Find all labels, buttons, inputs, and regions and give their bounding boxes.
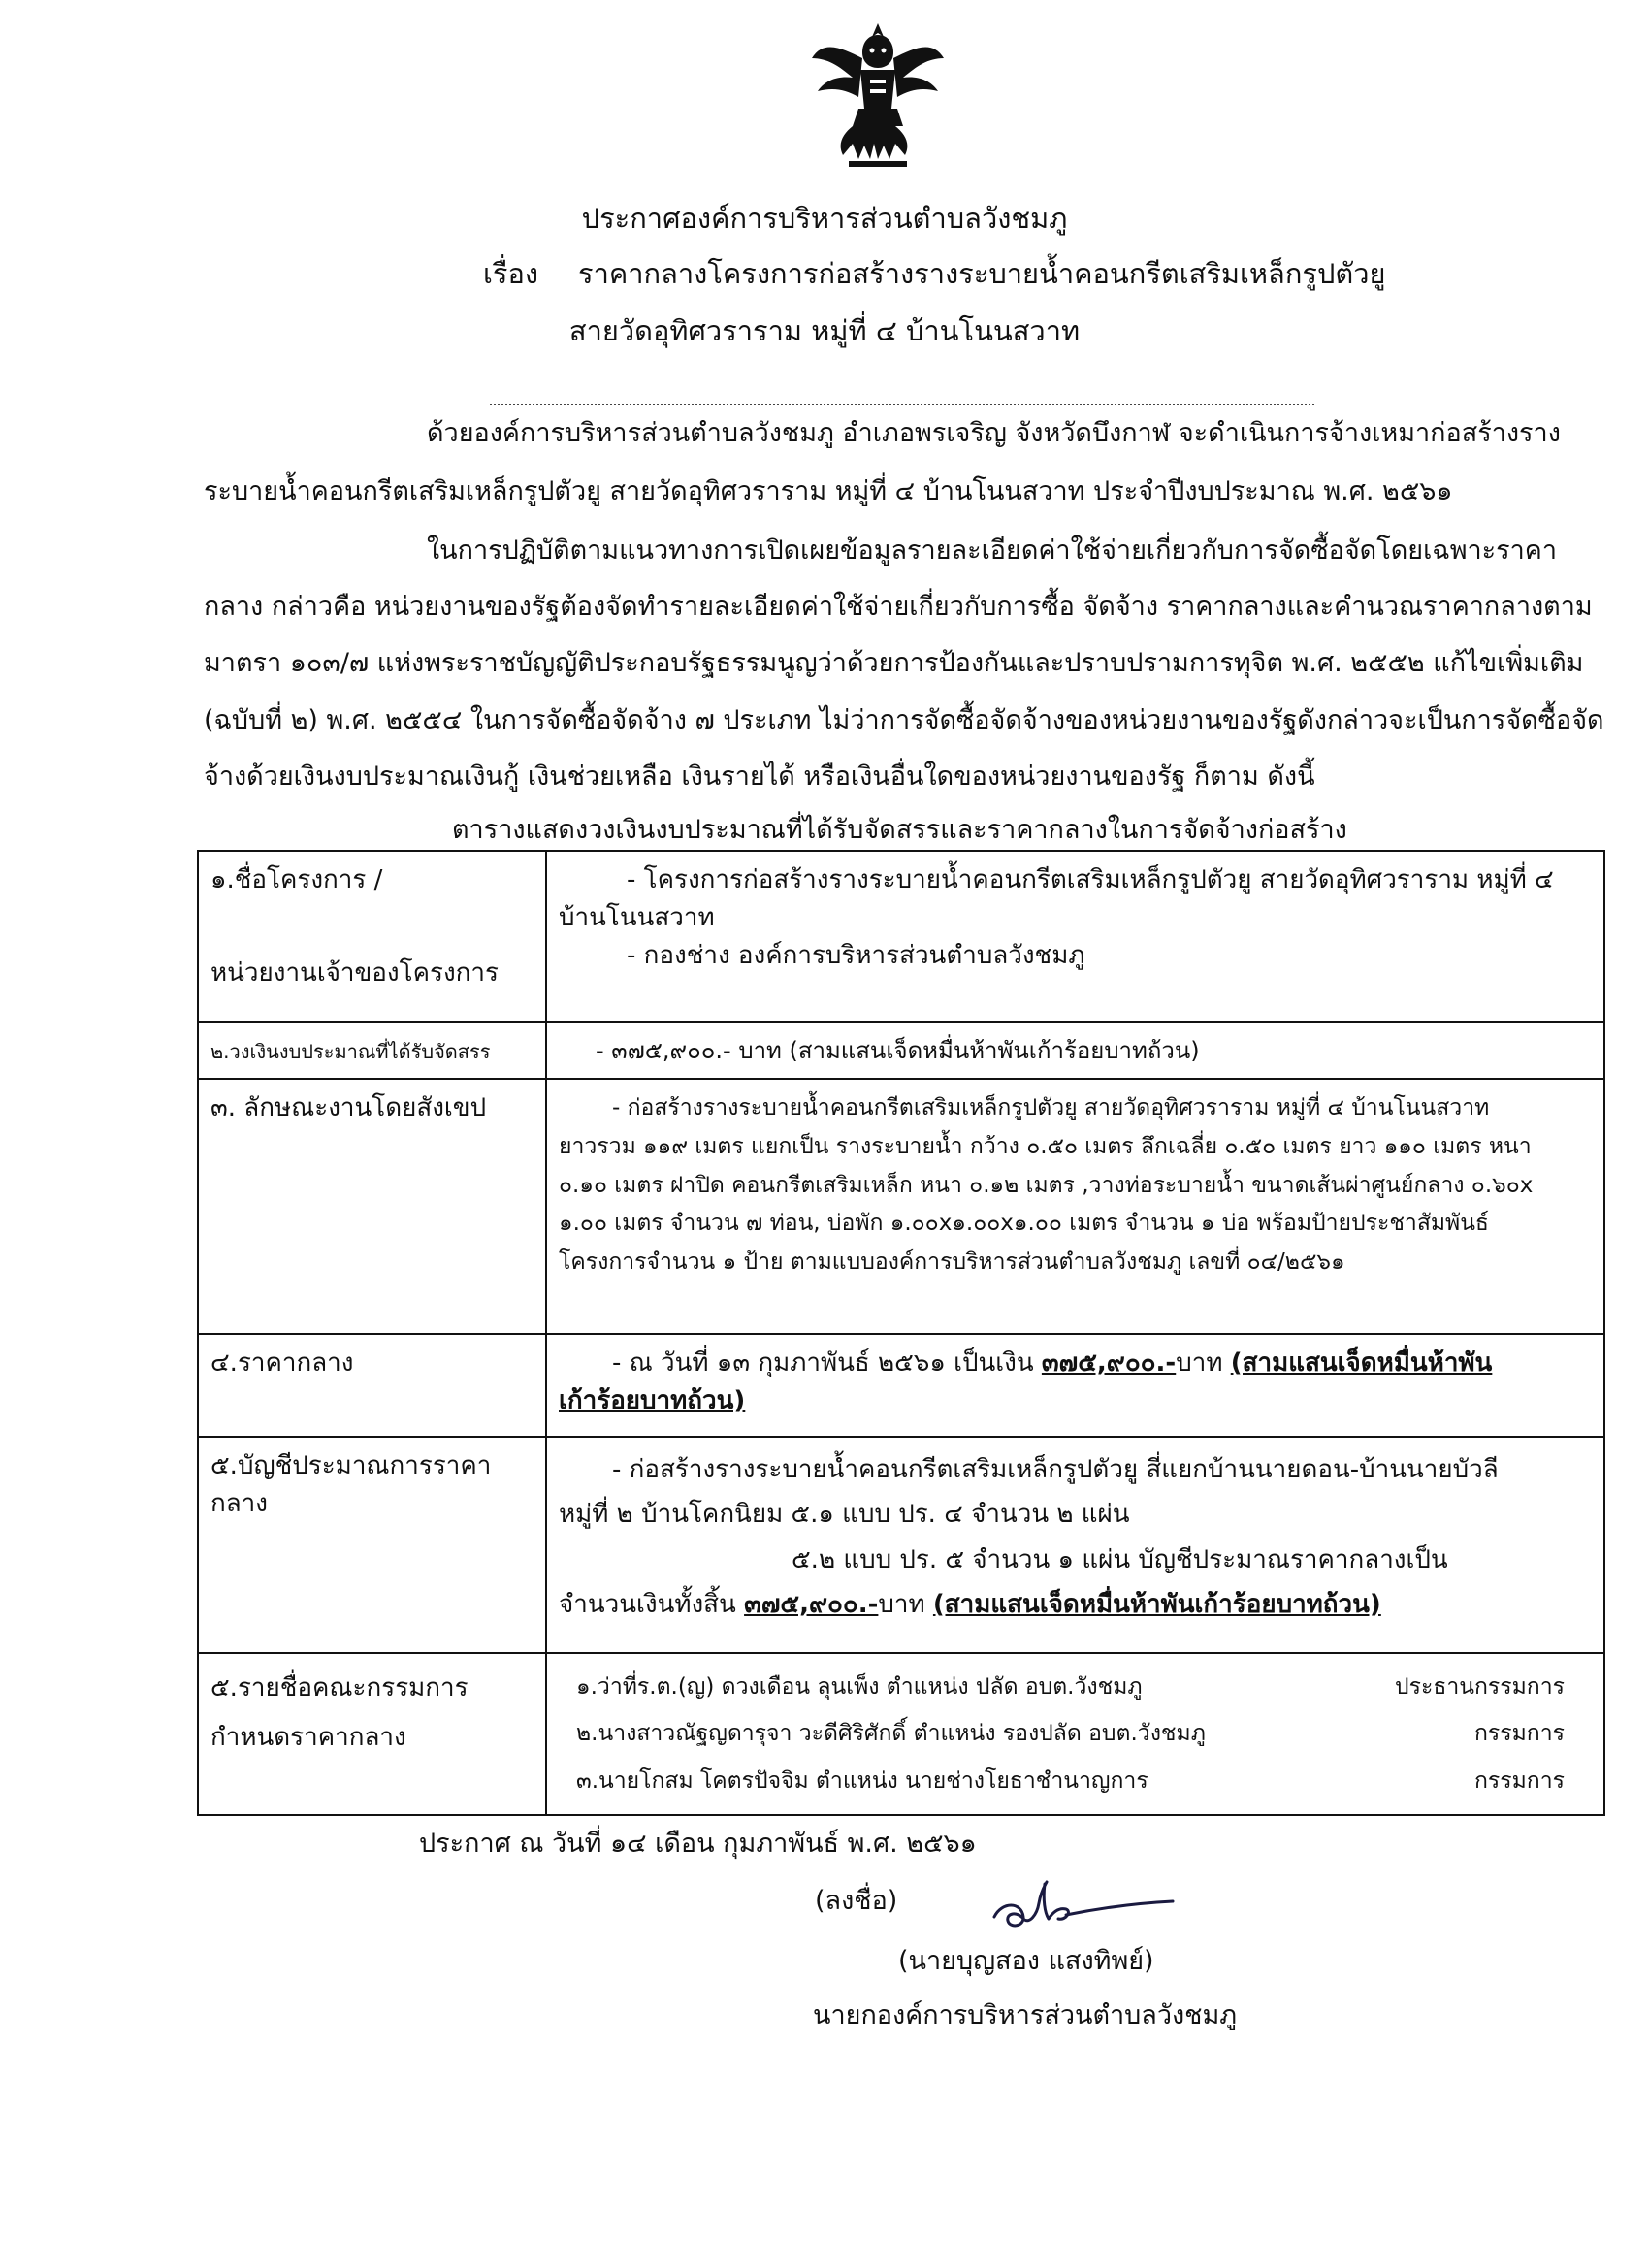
committee-member-role: กรรมการ xyxy=(1474,1767,1565,1794)
row-5-value-line-3: ๕.๒ แบบ ปร. ๕ จำนวน ๑ แผ่น บัญชีประมาณราคากลางเป็น xyxy=(792,1544,1448,1574)
row-5-value-line-1: - ก่อสร้างรางระบายน้ำคอนกรีตเสริมเหล็กรูปตัวยู สี่แยกบ้านนายดอน-บ้านนายบัวลี xyxy=(612,1455,1499,1484)
paragraph-1-line-1: ด้วยองค์การบริหารส่วนตำบลวังชมภู อำเภอพรเจริญ จังหวัดบึงกาฬ จะดำเนินการจ้างเหมาก่อสร้างราง xyxy=(427,418,1561,448)
row-2-value: - ๓๗๕,๙๐๐.- บาท (สามแสนเจ็ดหมื่นห้าพันเก้าร้อยบาทถ้วน) xyxy=(546,1022,1604,1079)
estimate-amount: ๓๗๕,๙๐๐.- xyxy=(744,1589,879,1619)
row-5-value-line-4-unit: บาท xyxy=(878,1589,933,1619)
row-3-value-line-4: ๑.๐๐ เมตร จำนวน ๗ ท่อน, บ่อพัก ๑.๐๐x๑.๐๐x๑.๐๐ เมตร จำนวน ๑ บ่อ พร้อมป้ายประชาสัมพันธ์ xyxy=(559,1211,1489,1237)
row-1-value-line-3: - กองช่าง องค์การบริหารส่วนตำบลวังชมภู xyxy=(627,941,1085,970)
row-6-label-a: ๕.รายชื่อคณะกรรมการ xyxy=(210,1673,469,1702)
row-3-value-line-5: โครงการจำนวน ๑ ป้าย ตามแบบองค์การบริหารส่วนตำบลวังชมภู เลขที่ ๐๔/๒๕๖๑ xyxy=(559,1249,1345,1276)
committee-member xyxy=(576,1758,1565,1804)
row-5-value-cell xyxy=(546,1437,1604,1653)
subject-line-1: ราคากลางโครงการก่อสร้างรางระบายน้ำคอนกรีตเสริมเหล็กรูปตัวยู xyxy=(578,257,1386,290)
row-6-label-b: กำหนดราคากลาง xyxy=(210,1722,406,1752)
median-price-words-a: (สามแสนเจ็ดหมื่นห้าพัน xyxy=(1230,1348,1493,1377)
budget-table xyxy=(197,850,1605,1816)
paragraph-2-line-3: มาตรา ๑๐๓/๗ แห่งพระราชบัญญัติประกอบรัฐธรรมนูญว่าด้วยการป้องกันและปราบปรามการทุจิต พ.ศ. ๒๕๕๒ แก้ไขเพิ่มเติม xyxy=(204,648,1584,678)
paragraph-2-line-4: (ฉบับที่ ๒) พ.ศ. ๒๕๕๔ ในการจัดซื้อจัดจ้าง ๗ ประเภท ไม่ว่าการจัดซื้อจัดจ้างของหน่วยงานของรัฐดังกล่าวจะเป็นการจัดซื้อจัด xyxy=(204,705,1604,735)
row-5-label-cell xyxy=(198,1437,546,1653)
estimate-words: (สามแสนเจ็ดหมื่นห้าพันเก้าร้อยบาทถ้วน) xyxy=(932,1589,1381,1619)
table-row xyxy=(198,851,1604,1022)
committee-member xyxy=(576,1710,1565,1757)
median-price-words-b: เก้าร้อยบาทถ้วน) xyxy=(559,1386,746,1415)
paragraph-2-line-5: จ้างด้วยเงินงบประมาณเงินกู้ เงินช่วยเหลือ เงินรายได้ หรือเงินอื่นใดของหน่วยงานของรัฐ ก็ตาม ดังนี้ xyxy=(204,761,1315,792)
row-5-value-line-4-pre: จำนวนเงินทั้งสิ้น xyxy=(559,1589,745,1619)
median-price-amount: ๓๗๕,๙๐๐.- xyxy=(1041,1348,1177,1377)
row-5-label-a: ๕.บัญชีประมาณการราคา xyxy=(210,1451,492,1480)
table-row xyxy=(198,1653,1604,1815)
row-5-label-b: กลาง xyxy=(210,1489,268,1518)
row-3-value-line-1: - ก่อสร้างรางระบายน้ำคอนกรีตเสริมเหล็กรูปตัวยู สายวัดอุทิศวราราม หมู่ที่ ๔ บ้านโนนสวาท xyxy=(612,1095,1490,1120)
signer-title: นายกองค์การบริหารส่วนตำบลวังชมภู xyxy=(813,2000,1238,2030)
row-4-value-pre: - ณ วันที่ ๑๓ กุมภาพันธ์ ๒๕๖๑ เป็นเงิน xyxy=(612,1348,1042,1377)
row-3-label: ๓. ลักษณะงานโดยสังเขป xyxy=(198,1079,546,1334)
row-4-value-unit: บาท xyxy=(1176,1348,1231,1377)
signer-name: (นายบุญสอง แสงทิพย์) xyxy=(898,1946,1154,1976)
row-4-value-cell xyxy=(546,1334,1604,1437)
row-2-label: ๒.วงเงินงบประมาณที่ได้รับจัดสรร xyxy=(198,1022,546,1079)
table-row xyxy=(198,1437,1604,1653)
committee-member xyxy=(576,1664,1565,1710)
table-row xyxy=(198,1079,1604,1334)
paragraph-1-line-2: ระบายน้ำคอนกรีตเสริมเหล็กรูปตัวยู สายวัดอุทิศวราราม หมู่ที่ ๔ บ้านโนนสวาท ประจำปีงบประมาณ พ.ศ. ๒๕๖๑ xyxy=(204,476,1453,506)
row-3-value-line-2: ยาวรวม ๑๑๙ เมตร แยกเป็น รางระบายน้ำ กว้าง ๐.๕๐ เมตร ลึกเฉลี่ย ๐.๕๐ เมตร ยาว ๑๑๐ เมตร หนา xyxy=(559,1133,1532,1159)
committee-member-role: ประธานกรรมการ xyxy=(1395,1674,1565,1700)
announcement-date: ประกาศ ณ วันที่ ๑๔ เดือน กุมภาพันธ์ พ.ศ. ๒๕๖๑ xyxy=(419,1829,977,1859)
committee-member-name: ๑.ว่าที่ร.ต.(ญ) ดวงเดือน ลุนเพ็ง ตำแหน่ง ปลัด อบต.วังชมภู xyxy=(576,1674,1143,1700)
table-row xyxy=(198,1334,1604,1437)
row-1-label-a: ๑.ชื่อโครงการ / xyxy=(210,865,383,894)
header-divider xyxy=(490,404,1314,405)
signature xyxy=(985,1870,1179,1943)
paragraph-2-line-1: ในการปฏิบัติตามแนวทางการเปิดเผยข้อมูลรายละเอียดค่าใช้จ่ายเกี่ยวกับการจัดซื้อจัดโดยเฉพาะราคา xyxy=(427,535,1558,566)
row-1-label-b: หน่วยงานเจ้าของโครงการ xyxy=(210,958,499,988)
row-3-value-cell xyxy=(546,1079,1604,1334)
row-3-value-line-3: ๐.๑๐ เมตร ฝาปิด คอนกรีตเสริมเหล็ก หนา ๐.๑๒ เมตร ,วางท่อระบายน้ำ ขนาดเส้นผ่าศูนย์กลาง ๐.๖๐x xyxy=(559,1172,1534,1198)
garuda-emblem xyxy=(810,19,946,175)
committee-list xyxy=(546,1653,1604,1815)
row-4-label: ๔.ราคากลาง xyxy=(198,1334,546,1437)
row-1-value-cell xyxy=(546,851,1604,1022)
table-caption: ตารางแสดงวงเงินงบประมาณที่ได้รับจัดสรรและราคากลางในการจัดจ้างก่อสร้าง xyxy=(452,815,1347,845)
paragraph-2-line-2: กลาง กล่าวคือ หน่วยงานของรัฐต้องจัดทำรายละเอียดค่าใช้จ่ายเกี่ยวกับการซื้อ จัดจ้าง ราคากลางและคำนวณราคากลางตาม xyxy=(204,592,1593,622)
table-row xyxy=(198,1022,1604,1079)
committee-member-role: กรรมการ xyxy=(1474,1721,1565,1747)
row-1-label-cell xyxy=(198,851,546,1022)
subject-label: เรื่อง xyxy=(483,257,539,290)
committee-member-name: ๒.นางสาวณัฐญดารุจา วะดีศิริศักดิ์ ตำแหน่ง รองปลัด อบต.วังชมภู xyxy=(576,1721,1206,1747)
sign-label: (ลงชื่อ) xyxy=(815,1886,898,1916)
announcement-agency: ประกาศองค์การบริหารส่วนตำบลวังชมภู xyxy=(581,202,1068,235)
subject-line-2: สายวัดอุทิศวราราม หมู่ที่ ๔ บ้านโนนสวาท xyxy=(568,314,1081,347)
row-6-label-cell xyxy=(198,1653,546,1815)
row-1-value-line-1: - โครงการก่อสร้างรางระบายน้ำคอนกรีตเสริมเหล็กรูปตัวยู สายวัดอุทิศวราราม หมู่ที่ ๔ xyxy=(627,865,1554,894)
row-5-value-line-2: หมู่ที่ ๒ บ้านโคกนิยม ๕.๑ แบบ ปร. ๔ จำนวน ๒ แผ่น xyxy=(559,1500,1130,1530)
row-1-value-line-2: บ้านโนนสวาท xyxy=(559,903,715,932)
committee-member-name: ๓.นายโกสม โคตรปัจจิม ตำแหน่ง นายช่างโยธาชำนาญการ xyxy=(576,1767,1148,1794)
